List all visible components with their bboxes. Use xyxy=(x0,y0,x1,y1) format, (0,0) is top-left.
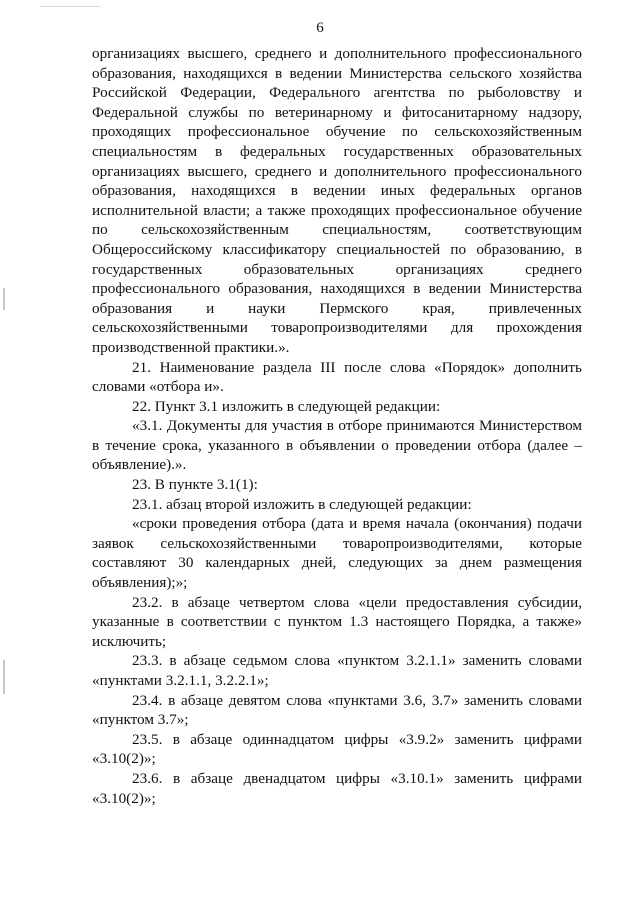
paragraph-quote-3-1: «3.1. Документы для участия в отборе принимаются Министерством в течение срока, указанного в объявлении о проведении отбора (далее – объявление).». xyxy=(92,417,582,474)
paragraph-item-23-4: 23.4. в абзаце девятом слова «пунктами 3.6, 3.7» заменить словами «пунктом 3.7»; xyxy=(92,691,582,729)
paragraph-item-23-2: 23.2. в абзаце четвертом слова «цели предоставления субсидии, указанные в соответствии с пунктом 1.3 настоящего Порядка, а также» исключить; xyxy=(92,593,582,650)
scan-margin-mark xyxy=(3,660,5,694)
paragraph-item-23-5: 23.5. в абзаце одиннадцатом цифры «3.9.2» заменить цифрами «3.10(2)»; xyxy=(92,730,582,768)
paragraph-item-22: 22. Пункт 3.1 изложить в следующей редакции: xyxy=(132,397,441,415)
paragraph-continuation: организациях высшего, среднего и дополнительного профессионального образования, находящихся в ведении Министерства сельского хозяйства Российской Федерации, Федерального агентства по рыболовству и Федеральной службы по ветеринарному и фитосанитарному надзору, проходящих профессиональное обучение по сельскохозяйственным специальностям в федеральных государственных образовательных организациях высшего, среднего и дополнительного профессионального образования, находящихся в ведении иных федеральных органов исполнительной власти; а также проходящих профессиональное обучение по сельскохозяйственным специальностям, соответствующим Общероссийскому классификатору специальностей по образованию, в государственных образовательных организациях среднего профессионального образования, находящихся в ведении Министерства образования и науки Пермского края, привлеченных сельскохозяйственными товаропроизводителями для прохождения производственной практики.». xyxy=(92,45,582,356)
paragraph-item-23-3: 23.3. в абзаце седьмом слова «пунктом 3.2.1.1» заменить словами «пунктами 3.2.1.1, 3.2.2.1»; xyxy=(92,652,582,689)
paragraph-item-23: 23. В пункте 3.1(1): xyxy=(132,476,258,494)
scan-margin-mark xyxy=(3,288,5,310)
page-number: 6 xyxy=(316,20,324,36)
paragraph-item-23-6: 23.6. в абзаце двенадцатом цифры «3.10.1» заменить цифрами «3.10(2)»; xyxy=(92,769,582,807)
paragraph-quote-terms: «сроки проведения отбора (дата и время начала (окончания) подачи заявок сельскохозяйственными товаропроизводителями, которые составляют 30 календарных дней, следующих за днем размещения объявления);»; xyxy=(92,515,582,592)
scan-edge-line xyxy=(40,6,100,7)
document-body xyxy=(92,44,582,808)
paragraph-item-23-1: 23.1. абзац второй изложить в следующей редакции: xyxy=(132,495,472,513)
paragraph-item-21: 21. Наименование раздела III после слова «Порядок» дополнить словами «отбора и». xyxy=(92,358,582,396)
